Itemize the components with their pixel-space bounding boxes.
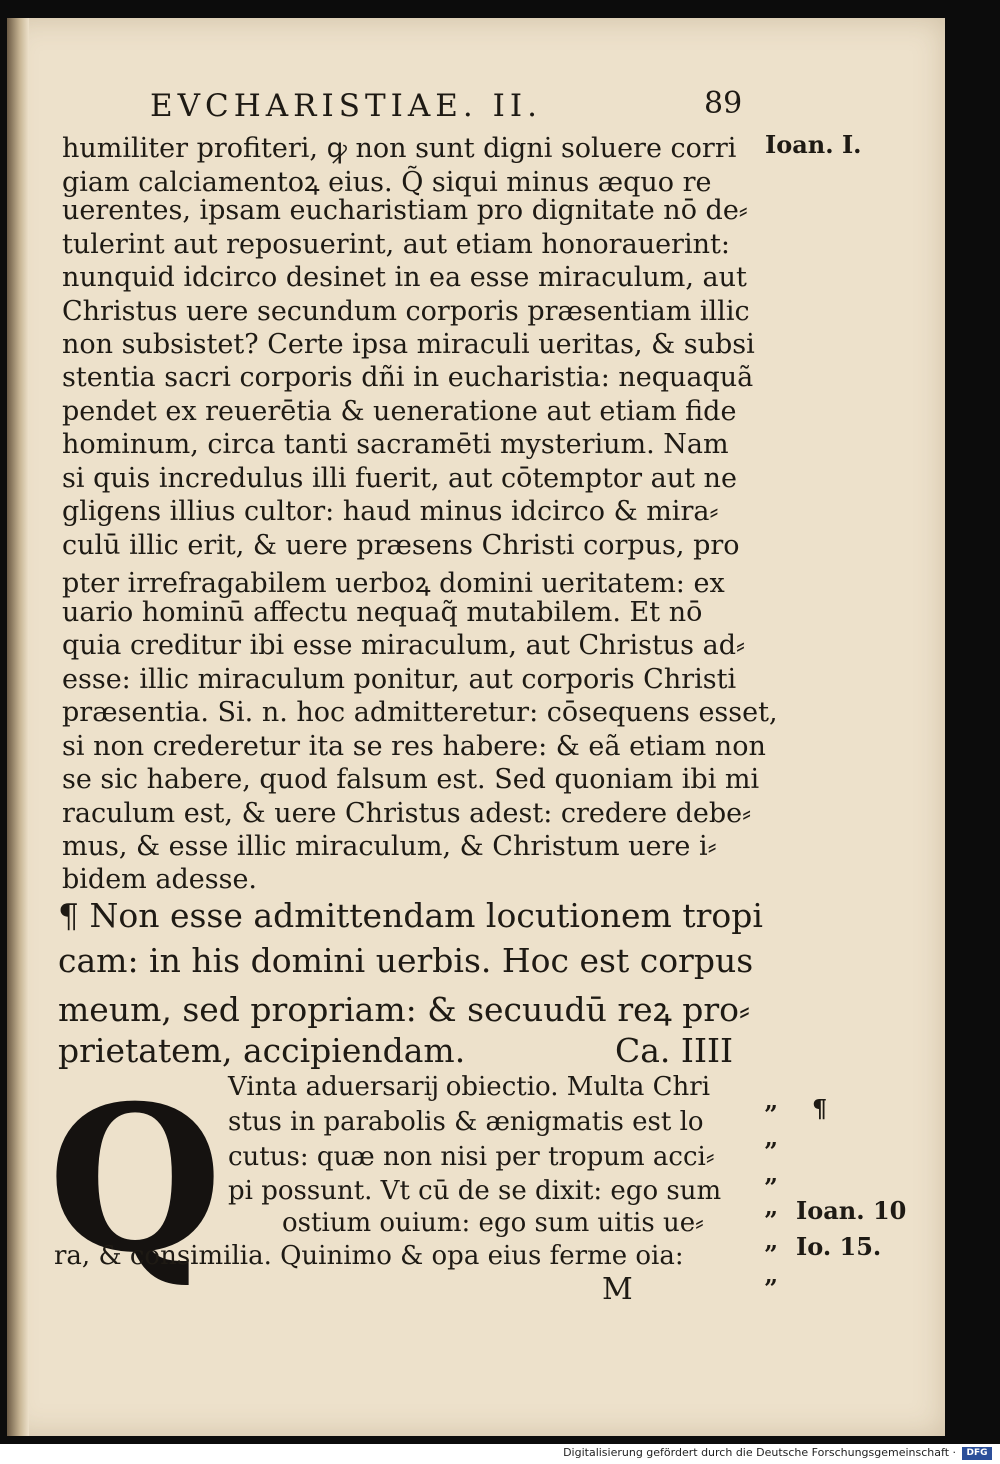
body-line: humiliter profiteri, ꝙ non sunt digni soluere corri — [62, 133, 737, 164]
quote-mark: ” — [764, 1274, 778, 1303]
body-line: præsentia. Si. n. hoc admitteretur: cōsequens esset, — [62, 697, 778, 728]
drop-cap: Q — [48, 1062, 223, 1297]
dfg-logo: DFG — [962, 1447, 992, 1460]
body-line: pendet ex reuerētia & ueneratione aut etiam fide — [62, 396, 737, 427]
body-line: nunquid idcirco desinet in ea esse miraculum, aut — [62, 262, 747, 293]
body-line: gligens illius cultor: haud minus idcirco & mira⸗ — [62, 496, 719, 527]
signature-mark: M — [602, 1272, 633, 1307]
dropcap-line: ra, & consimilia. Quinimo & opa eius ferme oia: — [54, 1241, 684, 1271]
body-line: uerentes, ipsam eucharistiam pro dignitate nō de⸗ — [62, 195, 748, 226]
chapter-number: Ca. IIII — [615, 1031, 734, 1070]
dropcap-line: stus in parabolis & ænigmatis est lo — [228, 1107, 704, 1137]
body-line: non subsistet? Certe ipsa miraculi ueritas, & subsi — [62, 329, 755, 360]
chapter-heading-line: meum, sed propriam: & secuudū reꝝ pro⸗ — [58, 990, 751, 1029]
body-line: giam calciamentoꝝ eius. Q̃ siqui minus æquo re — [62, 167, 712, 198]
chapter-heading-line: ¶ Non esse admittendam locutionem tropi — [58, 896, 763, 935]
body-line: si quis incredulus illi fuerit, aut cōtemptor aut ne — [62, 463, 737, 494]
dropcap-line: ostium ouium: ego sum uitis ue⸗ — [282, 1208, 704, 1238]
body-line: pter irrefragabilem uerboꝝ domini ueritatem: ex — [62, 568, 725, 599]
margin-note: Io. 15. — [796, 1232, 882, 1261]
body-line: uario hominū affectu nequaq̃ mutabilem. Et nō — [62, 597, 703, 628]
body-line: quia creditur ibi esse miraculum, aut Christus ad⸗ — [62, 630, 745, 661]
quote-mark: ” — [764, 1100, 778, 1129]
body-line: bidem adesse. — [62, 864, 257, 895]
margin-note: Ioan. 10 — [796, 1196, 907, 1225]
chapter-heading-line: cam: in his domini uerbis. Hoc est corpus — [58, 941, 754, 980]
body-line: Christus uere secundum corporis præsentiam illic — [62, 296, 750, 327]
running-head: EVCHARISTIAE. II. — [150, 88, 542, 124]
page-gutter-shadow — [7, 18, 29, 1436]
page-number: 89 — [704, 86, 743, 121]
quote-mark: ” — [764, 1137, 778, 1166]
body-line: raculum est, & uere Christus adest: credere debe⸗ — [62, 798, 752, 829]
footer-credit: Digitalisierung gefördert durch die Deutsche Forschungsgemeinschaft · — [563, 1446, 956, 1459]
body-line: mus, & esse illic miraculum, & Christum uere i⸗ — [62, 831, 717, 862]
dropcap-line: Vinta aduersarĳ obiectio. Multa Chri — [228, 1072, 711, 1102]
body-line: si non crederetur ita se res habere: & eã etiam non — [62, 731, 766, 762]
dropcap-line: pi possunt. Vt cū de se dixit: ego sum — [228, 1176, 722, 1206]
body-line: stentia sacri corporis dñi in eucharistia: nequaquã — [62, 362, 754, 393]
quote-mark: ” — [764, 1206, 778, 1235]
margin-note: Ioan. I. — [765, 130, 862, 159]
chapter-heading-line: prietatem, accipiendam. — [58, 1031, 466, 1070]
body-line: tulerint aut reposuerint, aut etiam honorauerint: — [62, 229, 730, 260]
body-line: se sic habere, quod falsum est. Sed quoniam ibi mi — [62, 764, 760, 795]
dropcap-line: cutus: quæ non nisi per tropum acci⸗ — [228, 1142, 715, 1172]
pilcrow-mark: ¶ — [812, 1094, 828, 1123]
body-line: culū illic erit, & uere præsens Christi corpus, pro — [62, 530, 740, 561]
quote-mark: ” — [764, 1240, 778, 1269]
quote-mark: ” — [764, 1173, 778, 1202]
body-line: hominum, circa tanti sacramēti mysterium. Nam — [62, 429, 729, 460]
body-line: esse: illic miraculum ponitur, aut corporis Christi — [62, 664, 737, 695]
